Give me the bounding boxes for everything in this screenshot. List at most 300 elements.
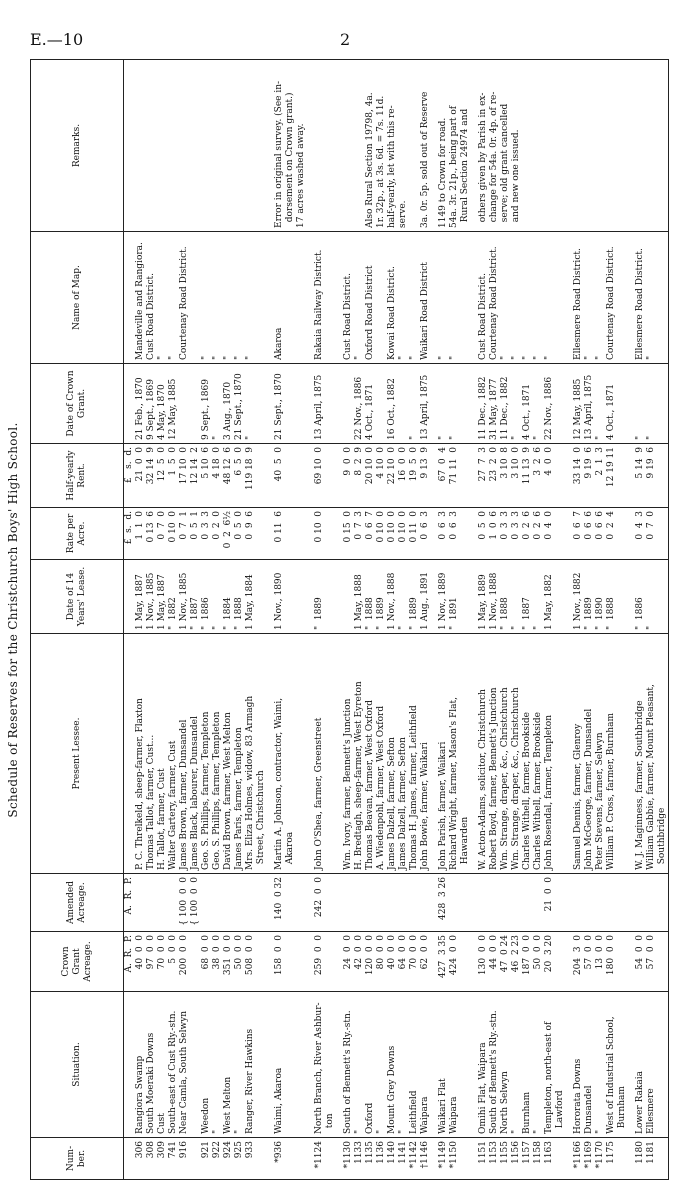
- cell-lease: " 1886: [635, 560, 646, 634]
- cell-num: *1149: [438, 1138, 449, 1180]
- cell-amended: [606, 874, 617, 932]
- cell-rent: 33 14 0: [573, 444, 584, 508]
- cell-crown: A. R. P.: [124, 932, 136, 992]
- cell-lessee: Martin A. Johnson, contractor, Waimi,: [274, 634, 285, 874]
- table-row: [285, 60, 296, 1180]
- cell-remarks: [409, 60, 420, 232]
- cell-sit: Waimi, Akaroa: [274, 992, 285, 1138]
- cell-crown: 130 0 0: [478, 932, 489, 992]
- cell-lessee: John Parish, farmer, Waikari: [438, 634, 449, 874]
- cell-lessee: David Brown, farmer, West Melton: [223, 634, 234, 874]
- cell-grant: 13 April, 1875: [314, 364, 325, 444]
- cell-grant: [124, 364, 136, 444]
- cell-map: Oxford Road District: [365, 232, 376, 364]
- cell-grant: ": [646, 364, 657, 444]
- cell-amended: 140 0 32: [274, 874, 285, 932]
- cell-sit: Lower Rakaia: [635, 992, 646, 1138]
- cell-sit: South of Bennett's Rly.-stn.: [343, 992, 354, 1138]
- cell-remarks: and new one issued.: [511, 60, 522, 232]
- cell-map: Akaroa: [274, 232, 285, 364]
- cell-lessee: W. J. Maginness, farmer, Southbridge: [635, 634, 646, 874]
- cell-remarks: [522, 60, 533, 232]
- cell-rent: £ s. d.: [124, 444, 136, 508]
- cell-lease: 1 Nov., 1885: [146, 560, 157, 634]
- cell-rent: [325, 444, 336, 508]
- cell-map: [325, 232, 336, 364]
- cell-remarks: [555, 60, 566, 232]
- cell-sit: Templeton, north-east of: [544, 992, 555, 1138]
- cell-rate: 0 9 6: [245, 508, 256, 560]
- column-header-crown: Crown Grant Acreage.: [31, 932, 124, 992]
- cell-lease: " 1882: [168, 560, 179, 634]
- cell-rent: 9 0 0: [343, 444, 354, 508]
- group-spacer: [307, 60, 314, 1180]
- cell-sit: Oxford: [365, 992, 376, 1138]
- cell-map: Ellesmere Road District.: [635, 232, 646, 364]
- table-row: [460, 60, 471, 1180]
- cell-remarks: [234, 60, 245, 232]
- cell-rate: £ s. d.: [124, 508, 136, 560]
- cell-map: ": [354, 232, 365, 364]
- cell-map: [124, 232, 136, 364]
- group-spacer: [267, 60, 274, 1180]
- cell-crown: 40 0 0: [135, 932, 146, 992]
- cell-lessee: William P. Cross, farmer, Burnham: [606, 634, 617, 874]
- cell-num: 1141: [398, 1138, 409, 1180]
- cell-remarks: 1149 to Crown for road.: [438, 60, 449, 232]
- cell-map: ": [438, 232, 449, 364]
- table-row: [245, 60, 256, 1180]
- cell-lease: 1 Nov., 1885: [179, 560, 190, 634]
- cell-lease: " 1889: [584, 560, 595, 634]
- cell-map: ": [398, 232, 409, 364]
- cell-crown: 5 0 0: [168, 932, 179, 992]
- cell-rent: [460, 444, 471, 508]
- cell-grant: [617, 364, 628, 444]
- cell-grant: 13 April, 1875: [584, 364, 595, 444]
- cell-grant: ": [449, 364, 460, 444]
- table-row: [533, 60, 544, 1180]
- cell-crown: [555, 932, 566, 992]
- cell-amended: [146, 874, 157, 932]
- cell-remarks: [584, 60, 595, 232]
- cell-num: *1130: [343, 1138, 354, 1180]
- cell-num: 309: [157, 1138, 168, 1180]
- column-header-lessee: Present Lessee.: [31, 634, 124, 874]
- cell-remarks: 54a. 3r. 21p., being part of: [449, 60, 460, 232]
- cell-rate: 0 15 0: [343, 508, 354, 560]
- cell-lease: ": [533, 560, 544, 634]
- cell-crown: 80 0 0: [376, 932, 387, 992]
- table-row: [409, 60, 420, 1180]
- cell-rent: 3 2 6: [533, 444, 544, 508]
- cell-num: *1166: [573, 1138, 584, 1180]
- cell-num: 1135: [365, 1138, 376, 1180]
- cell-amended: [212, 874, 223, 932]
- cell-sit: ton: [325, 992, 336, 1138]
- cell-sit: [124, 992, 136, 1138]
- cell-rent: 19 5 0: [409, 444, 420, 508]
- cell-rent: 5 14 9: [635, 444, 646, 508]
- cell-amended: [168, 874, 179, 932]
- cell-lease: 1 Nov., 1888: [489, 560, 500, 634]
- cell-lessee: Mrs. Eliza Holmes, widow, 83 Armagh: [245, 634, 256, 874]
- cell-amended: [376, 874, 387, 932]
- cell-sit: Waipara: [420, 992, 431, 1138]
- cell-map: Courtenay Road District.: [179, 232, 190, 364]
- cell-map: ": [223, 232, 234, 364]
- cell-remarks: change for 54a. 0r. 4p. of re-: [489, 60, 500, 232]
- cell-map: Ellesmere Road District.: [573, 232, 584, 364]
- cell-sit: Lawford: [555, 992, 566, 1138]
- table-row: [314, 60, 325, 1180]
- table-row: [606, 60, 617, 1180]
- cell-amended: [584, 874, 595, 932]
- cell-remarks: [179, 60, 190, 232]
- cell-rate: [657, 508, 669, 560]
- column-header-sit: Situation.: [31, 992, 124, 1138]
- cell-rate: [617, 508, 628, 560]
- cell-rent: 27 7 3: [478, 444, 489, 508]
- cell-num: 1181: [646, 1138, 657, 1180]
- cell-remarks: [606, 60, 617, 232]
- table-row: [376, 60, 387, 1180]
- cell-grant: 4 May, 1870: [157, 364, 168, 444]
- cell-grant: 21 Sept., 1870: [274, 364, 285, 444]
- table-row: [646, 60, 657, 1180]
- cell-rent: [617, 444, 628, 508]
- column-header-grant: Date of Crown Grant.: [31, 364, 124, 444]
- table-row: [124, 60, 136, 1180]
- table-row: [595, 60, 606, 1180]
- cell-sit: ": [354, 992, 365, 1138]
- cell-crown: 427 3 35: [438, 932, 449, 992]
- cell-lease: 1 Nov., 1890: [274, 560, 285, 634]
- cell-grant: 4 Oct., 1871: [606, 364, 617, 444]
- table-body: [124, 60, 669, 1180]
- cell-lessee: Thomas Tallot, farmer, Cust...: [146, 634, 157, 874]
- cell-crown: 57 0 0: [584, 932, 595, 992]
- cell-lessee: John Rosendal, farmer, Templeton: [544, 634, 555, 874]
- cell-grant: [376, 364, 387, 444]
- cell-grant: [343, 364, 354, 444]
- table-row: [555, 60, 566, 1180]
- cell-num: 308: [146, 1138, 157, 1180]
- cell-sit: ": [234, 992, 245, 1138]
- cell-crown: 13 0 0: [595, 932, 606, 992]
- cell-amended: [343, 874, 354, 932]
- cell-num: [190, 1138, 201, 1180]
- cell-lease: 1 Nov., 1889: [438, 560, 449, 634]
- cell-map: [657, 232, 669, 364]
- cell-crown: [296, 932, 307, 992]
- cell-num: [657, 1138, 669, 1180]
- cell-remarks: [212, 60, 223, 232]
- cell-lessee: John McGeorge, farmer, Dunsandel: [584, 634, 595, 874]
- cell-lease: " 1889: [376, 560, 387, 634]
- cell-remarks: [343, 60, 354, 232]
- table-title: Schedule of Reserves for the Christchurch Boys' High School.: [6, 422, 20, 818]
- cell-lease: [296, 560, 307, 634]
- cell-map: [460, 232, 471, 364]
- cell-remarks: [157, 60, 168, 232]
- cell-rate: 0 4 0: [544, 508, 555, 560]
- cell-remarks: 17 acres washed away.: [296, 60, 307, 232]
- cell-rate: 0 5 1: [190, 508, 201, 560]
- cell-lease: [325, 560, 336, 634]
- cell-lease: [343, 560, 354, 634]
- cell-lessee: [325, 634, 336, 874]
- cell-rent: 9 13 9: [420, 444, 431, 508]
- cell-num: 1151: [478, 1138, 489, 1180]
- cell-num: [325, 1138, 336, 1180]
- cell-rate: 0 4 3: [635, 508, 646, 560]
- cell-rent: 32 14 9: [146, 444, 157, 508]
- cell-num: 1158: [533, 1138, 544, 1180]
- cell-num: [296, 1138, 307, 1180]
- cell-crown: 50 0 0: [533, 932, 544, 992]
- cell-crown: 24 0 0: [343, 932, 354, 992]
- cell-lessee: John O'Shea, farmer, Greenstreet: [314, 634, 325, 874]
- cell-crown: 158 0 0: [274, 932, 285, 992]
- cell-sit: Dunsandel: [584, 992, 595, 1138]
- cell-lease: 1 May, 1888: [354, 560, 365, 634]
- reserves-table: [30, 59, 669, 1180]
- cell-lessee: Akaroa: [285, 634, 296, 874]
- cell-num: 1136: [376, 1138, 387, 1180]
- cell-map: [256, 232, 267, 364]
- cell-crown: 120 0 0: [365, 932, 376, 992]
- cell-num: 1155: [500, 1138, 511, 1180]
- table-row: [354, 60, 365, 1180]
- cell-sit: ": [533, 992, 544, 1138]
- cell-remarks: [573, 60, 584, 232]
- cell-rate: 0 7 3: [354, 508, 365, 560]
- cell-crown: 187 0 0: [522, 932, 533, 992]
- table-row: [168, 60, 179, 1180]
- cell-rate: 0 10 0: [168, 508, 179, 560]
- cell-map: ": [533, 232, 544, 364]
- cell-lessee: [124, 634, 136, 874]
- cell-map: ": [201, 232, 212, 364]
- cell-lease: 1 Nov., 1888: [387, 560, 398, 634]
- cell-sit: Rangiora Swamp: [135, 992, 146, 1138]
- cell-rate: 0 6 3: [420, 508, 431, 560]
- cell-lessee: Peter Stevens, farmer, Selwyn: [595, 634, 606, 874]
- cell-rent: 4 10 0: [376, 444, 387, 508]
- cell-amended: [511, 874, 522, 932]
- cell-amended: [595, 874, 606, 932]
- table-row: [489, 60, 500, 1180]
- cell-remarks: [635, 60, 646, 232]
- group-spacer: [336, 60, 343, 1180]
- cell-grant: 12 May, 1885: [168, 364, 179, 444]
- cell-rent: 12 14 2: [190, 444, 201, 508]
- cell-amended: [234, 874, 245, 932]
- cell-remarks: Also Rural Section 19798, 4a.: [365, 60, 376, 232]
- cell-grant: [285, 364, 296, 444]
- cell-grant: 11 Dec., 1882: [478, 364, 489, 444]
- cell-amended: [365, 874, 376, 932]
- cell-num: *1169: [584, 1138, 595, 1180]
- cell-num: †1146: [420, 1138, 431, 1180]
- cell-remarks: 1r. 32p., at 3s. 6d. = 7s. 11d.: [376, 60, 387, 232]
- cell-grant: [325, 364, 336, 444]
- cell-sit: [190, 992, 201, 1138]
- cell-map: [190, 232, 201, 364]
- cell-crown: 20 3 20: [544, 932, 555, 992]
- cell-sit: ": [511, 992, 522, 1138]
- cell-amended: [478, 874, 489, 932]
- cell-lessee: A. Wiedenpohl, farmer, West Oxford: [376, 634, 387, 874]
- cell-map: Courtenay Road District.: [606, 232, 617, 364]
- cell-sit: [657, 992, 669, 1138]
- cell-remarks: [168, 60, 179, 232]
- cell-crown: 44 0 0: [489, 932, 500, 992]
- cell-lease: 1 May, 1889: [478, 560, 489, 634]
- cell-grant: 16 Oct., 1882: [387, 364, 398, 444]
- report-code: E.—10: [30, 30, 84, 49]
- cell-remarks: [201, 60, 212, 232]
- cell-lease: " 1887: [190, 560, 201, 634]
- cell-rent: 2 1 3: [595, 444, 606, 508]
- cell-crown: 57 0 0: [646, 932, 657, 992]
- cell-lease: [657, 560, 669, 634]
- cell-num: 1153: [489, 1138, 500, 1180]
- cell-rent: 40 5 0: [274, 444, 285, 508]
- cell-remarks: [146, 60, 157, 232]
- cell-lessee: James Dalzell, farmer, Sefton: [387, 634, 398, 874]
- cell-grant: 9 Sept., 1869: [146, 364, 157, 444]
- table-row: [584, 60, 595, 1180]
- cell-num: [124, 1138, 136, 1180]
- table-row: [296, 60, 307, 1180]
- cell-lessee: H. Tallot, farmer, Cust: [157, 634, 168, 874]
- table-row: [657, 60, 669, 1180]
- cell-rent: [296, 444, 307, 508]
- cell-rate: 0 6 6: [595, 508, 606, 560]
- cell-rate: 0 10 0: [398, 508, 409, 560]
- cell-grant: [555, 364, 566, 444]
- cell-crown: [460, 932, 471, 992]
- cell-amended: 428 3 26: [438, 874, 449, 932]
- cell-remarks: dorsement on Crown grant.): [285, 60, 296, 232]
- cell-map: ": [409, 232, 420, 364]
- cell-grant: ": [438, 364, 449, 444]
- cell-remarks: Rural Section 24974 and: [460, 60, 471, 232]
- cell-lessee: James Black, labourer, Dunsandel: [190, 634, 201, 874]
- cell-amended: [635, 874, 646, 932]
- table-row: [201, 60, 212, 1180]
- cell-map: ": [157, 232, 168, 364]
- cell-grant: 9 Sept., 1869: [201, 364, 212, 444]
- cell-lessee: Thomas H. James, farmer, Leithfield: [409, 634, 420, 874]
- cell-crown: 351 0 0: [223, 932, 234, 992]
- cell-map: ": [522, 232, 533, 364]
- cell-map: Cust Road District.: [478, 232, 489, 364]
- cell-map: Rakaia Railway District.: [314, 232, 325, 364]
- cell-sit: [296, 992, 307, 1138]
- cell-num: *936: [274, 1138, 285, 1180]
- cell-amended: { 100 0 0: [190, 874, 201, 932]
- cell-lessee: H. Bredtagh, sheep-farmer, West Eyreton: [354, 634, 365, 874]
- cell-lease: ": [398, 560, 409, 634]
- table-row: [256, 60, 267, 1180]
- cell-crown: [285, 932, 296, 992]
- cell-sit: ": [398, 992, 409, 1138]
- cell-amended: [201, 874, 212, 932]
- cell-num: *1142: [409, 1138, 420, 1180]
- cell-crown: 40 0 0: [387, 932, 398, 992]
- cell-num: *1170: [595, 1138, 606, 1180]
- cell-sit: [285, 992, 296, 1138]
- cell-lessee: W. Acton-Adams, solicitor, Christchurch: [478, 634, 489, 874]
- column-header-lease: Date of 14 Years' Lease.: [31, 560, 124, 634]
- cell-remarks: [354, 60, 365, 232]
- cell-amended: [460, 874, 471, 932]
- cell-lessee: Street, Christchurch: [256, 634, 267, 874]
- cell-amended: [657, 874, 669, 932]
- cell-grant: 31 May, 1877: [489, 364, 500, 444]
- cell-crown: [657, 932, 669, 992]
- cell-grant: [460, 364, 471, 444]
- cell-grant: 22 Nov., 1886: [354, 364, 365, 444]
- cell-rate: 0 3 3: [201, 508, 212, 560]
- cell-crown: 97 0 0: [146, 932, 157, 992]
- cell-rate: [555, 508, 566, 560]
- cell-amended: [420, 874, 431, 932]
- cell-sit: [460, 992, 471, 1138]
- group-spacer: [566, 60, 573, 1180]
- cell-rate: 0 10 0: [387, 508, 398, 560]
- cell-sit: West Melton: [223, 992, 234, 1138]
- cell-rent: 4 18 0: [212, 444, 223, 508]
- table-row: [511, 60, 522, 1180]
- cell-amended: 242 0 0: [314, 874, 325, 932]
- cell-grant: ": [409, 364, 420, 444]
- cell-sit: Waikari Flat: [438, 992, 449, 1138]
- table-row: [190, 60, 201, 1180]
- header-row: [31, 60, 124, 1180]
- cell-lease: [617, 560, 628, 634]
- cell-rate: [256, 508, 267, 560]
- cell-grant: [179, 364, 190, 444]
- cell-grant: [256, 364, 267, 444]
- cell-sit: South-east of Cust Rly.-stn.: [168, 992, 179, 1138]
- cell-lease: " 1888: [500, 560, 511, 634]
- cell-remarks: others given by Parish in ex-: [478, 60, 489, 232]
- cell-lessee: James Paris, farmer, Templeton: [234, 634, 245, 874]
- cell-rent: 71 11 0: [449, 444, 460, 508]
- cell-lease: 1 May, 1887: [157, 560, 168, 634]
- cell-lessee: [555, 634, 566, 874]
- cell-lessee: James Dalzell, farmer, Sefton: [398, 634, 409, 874]
- table-row: [146, 60, 157, 1180]
- cell-lease: ": [212, 560, 223, 634]
- cell-remarks: [124, 60, 136, 232]
- cell-remarks: [325, 60, 336, 232]
- table-row: [234, 60, 245, 1180]
- column-header-rent: Half-yearly Rent.: [31, 444, 124, 508]
- cell-lessee: Richard Wright, farmer, Mason's Flat,: [449, 634, 460, 874]
- cell-lessee: James Brown, farmer, Dunsandel: [179, 634, 190, 874]
- cell-map: ": [544, 232, 555, 364]
- cell-lessee: P. C. Threlkeld, sheep-farmer, Flaxton: [135, 634, 146, 874]
- cell-amended: [449, 874, 460, 932]
- cell-map: ": [646, 232, 657, 364]
- cell-rent: 6 5 0: [234, 444, 245, 508]
- cell-map: ": [511, 232, 522, 364]
